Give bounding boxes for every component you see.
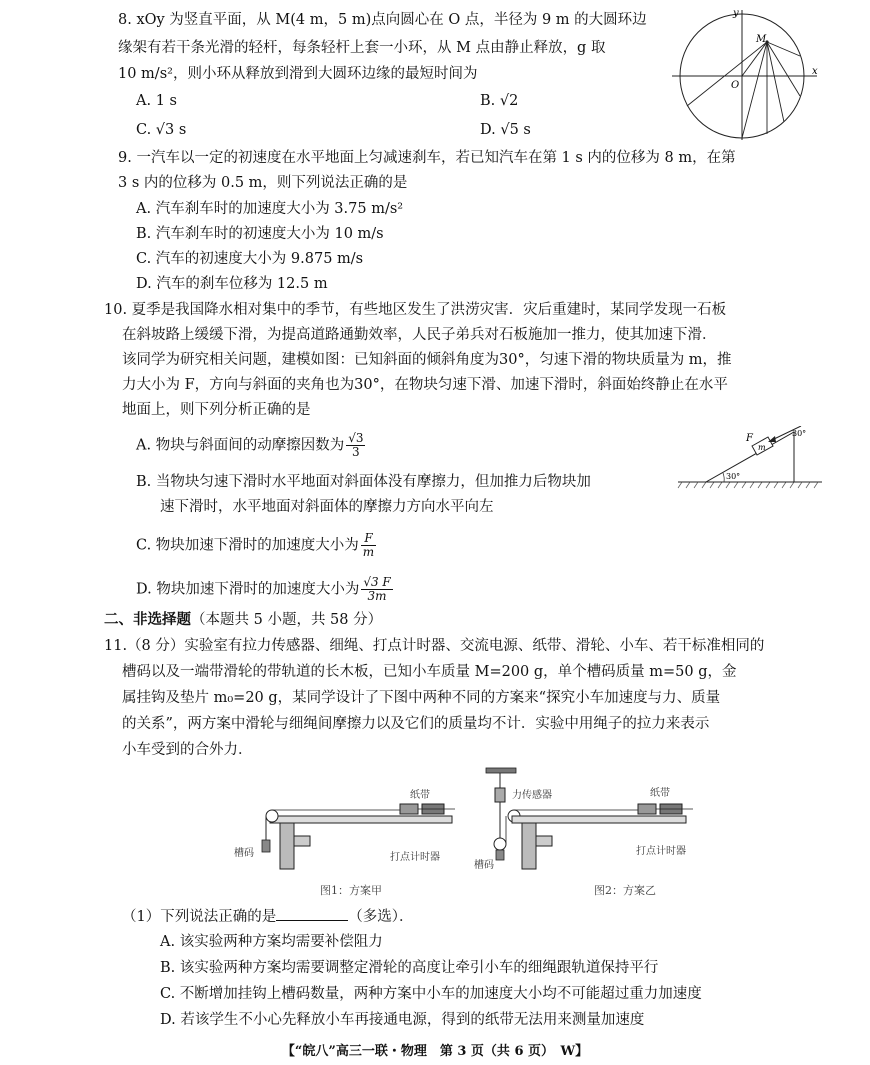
q11-fig1-timer-label: 打点计时器 <box>390 852 440 863</box>
q11-fig2-sensor-label: 力传感器 <box>512 790 552 801</box>
q11-option-d: D. 若该学生不小心先释放小车再接通电源，得到的纸带无法用来测量加速度 <box>160 1012 645 1028</box>
q9-line-2: 3 s 内的位移为 0.5 m，则下列说法正确的是 <box>118 175 408 191</box>
q8-option-d: D. √5 s <box>480 122 531 138</box>
q10-line-1: 10. 夏季是我国降水相对集中的季节，有些地区发生了洪涝灾害．灾后重建时，某同学发现一石板 <box>104 302 727 318</box>
q8-line-2: 缘架有若干条光滑的轻杆，每条轻杆上套一小环，从 M 点由静止释放，g 取 <box>118 40 606 56</box>
q11-figure-2 <box>478 766 698 876</box>
q10-option-a: A. 物块与斜面间的动摩擦因数为 $\frac{√3}{3}$ <box>136 431 364 459</box>
q9-option-b: B. 汽车刹车时的初速度大小为 10 m/s <box>136 226 384 242</box>
q10-option-d: D. 物块加速下滑时的加速度大小为 $\frac{√3 F}{3m}$ <box>136 575 391 603</box>
q10-incline-figure <box>676 426 826 490</box>
q8-line-1: 8. xOy 为竖直平面，从 M(4 m，5 m)点向圆心在 O 点，半径为 9 m 的大圆环边 <box>118 12 647 28</box>
q10-fig-f: F <box>746 433 753 444</box>
q11-line-2: 槽码以及一端带滑轮的带轨道的长木板，已知小车质量 M=200 g，单个槽码质量 m=50 g，金 <box>122 664 737 680</box>
q8-option-c: C. √3 s <box>136 122 187 138</box>
q11-line-1: 11.（8 分）实验室有拉力传感器、细绳、打点计时器、交流电源、纸带、滑轮、小车、若干标准相同的 <box>104 638 765 654</box>
page-footer: 【“皖八”高三一联・物理 第 3 页（共 6 页） W】 <box>281 1044 589 1059</box>
q8-fig-o: O <box>731 80 740 91</box>
q11-fig1-tape-label: 纸带 <box>410 790 430 801</box>
q11-line-3: 属挂钩及垫片 m₀=20 g，某同学设计了下图中两种不同的方案来“探究小车加速度与力、质量 <box>122 690 721 706</box>
q8-option-b: B. √2 <box>480 93 519 109</box>
q8-line-3: 10 m/s²，则小环从释放到滑到大圆环边缘的最短时间为 <box>118 66 478 82</box>
q11-sub1-prompt: （1）下列说法正确的是 （多选）． <box>122 906 413 927</box>
q9-option-d: D. 汽车的刹车位移为 12.5 m <box>136 276 328 292</box>
q8-fig-x: x <box>812 66 818 77</box>
q10-fig-m: m <box>758 443 766 452</box>
section-2-heading: 二、非选择题（本题共 5 小题，共 58 分） <box>104 611 383 628</box>
q10-fig-angle-top: 30° <box>792 429 807 438</box>
q10-option-c: C. 物块加速下滑时的加速度大小为 $\frac{F}{m}$ <box>136 531 375 559</box>
q10-option-b-line-1: B. 当物块匀速下滑时水平地面对斜面体没有摩擦力，但加推力后物块加 <box>136 474 591 490</box>
q8-fig-m: M <box>756 34 767 45</box>
q11-fig2-timer-label: 打点计时器 <box>636 846 686 857</box>
q10-line-3: 该同学为研究相关问题，建模如图：已知斜面的倾斜角度为30°，匀速下滑的物块质量为 m，推 <box>122 352 732 368</box>
q11-option-b: B. 该实验两种方案均需要调整定滑轮的高度让牵引小车的细绳跟轨道保持平行 <box>160 960 659 976</box>
q11-fig2-weight-label: 槽码 <box>474 860 494 871</box>
q11-option-a: A. 该实验两种方案均需要补偿阻力 <box>160 934 383 950</box>
answer-blank[interactable] <box>276 906 348 921</box>
q8-option-a: A. 1 s <box>136 93 177 109</box>
q11-fig1-weight-label: 槽码 <box>234 848 254 859</box>
q9-line-1: 9. 一汽车以一定的初速度在水平地面上匀减速刹车，若已知汽车在第 1 s 内的位移为 8 m，在第 <box>118 150 736 166</box>
q10-line-5: 地面上，则下列分析正确的是 <box>122 402 311 418</box>
q10-option-b-line-2: 速下滑时，水平地面对斜面体的摩擦力方向水平向左 <box>160 499 494 515</box>
q10-line-2: 在斜坡路上缓缓下滑，为提高道路通勤效率，人民子弟兵对石板施加一推力，使其加速下滑． <box>122 327 717 343</box>
q11-fig2-tape-label: 纸带 <box>650 788 670 799</box>
q11-fig2-caption: 图2：方案乙 <box>594 884 656 897</box>
q11-option-c: C. 不断增加挂钩上槽码数量，两种方案中小车的加速度大小均不可能超过重力加速度 <box>160 986 702 1002</box>
q8-fig-y: y <box>733 8 739 19</box>
q10-fig-angle-base: 30° <box>726 472 741 481</box>
q11-line-4: 的关系”，两方案中滑轮与细绳间摩擦力以及它们的质量均不计．实验中用绳子的拉力来表示 <box>122 716 710 732</box>
q10-line-4: 力大小为 F，方向与斜面的夹角也为30°，在物块匀速下滑、加速下滑时，斜面始终静止在水平 <box>122 377 728 393</box>
q8-circle-figure <box>672 4 822 144</box>
q9-option-a: A. 汽车刹车时的加速度大小为 3.75 m/s² <box>136 201 404 217</box>
q11-fig1-caption: 图1：方案甲 <box>320 884 382 897</box>
q9-option-c: C. 汽车的初速度大小为 9.875 m/s <box>136 251 364 267</box>
q11-line-5: 小车受到的合外力． <box>122 742 253 758</box>
